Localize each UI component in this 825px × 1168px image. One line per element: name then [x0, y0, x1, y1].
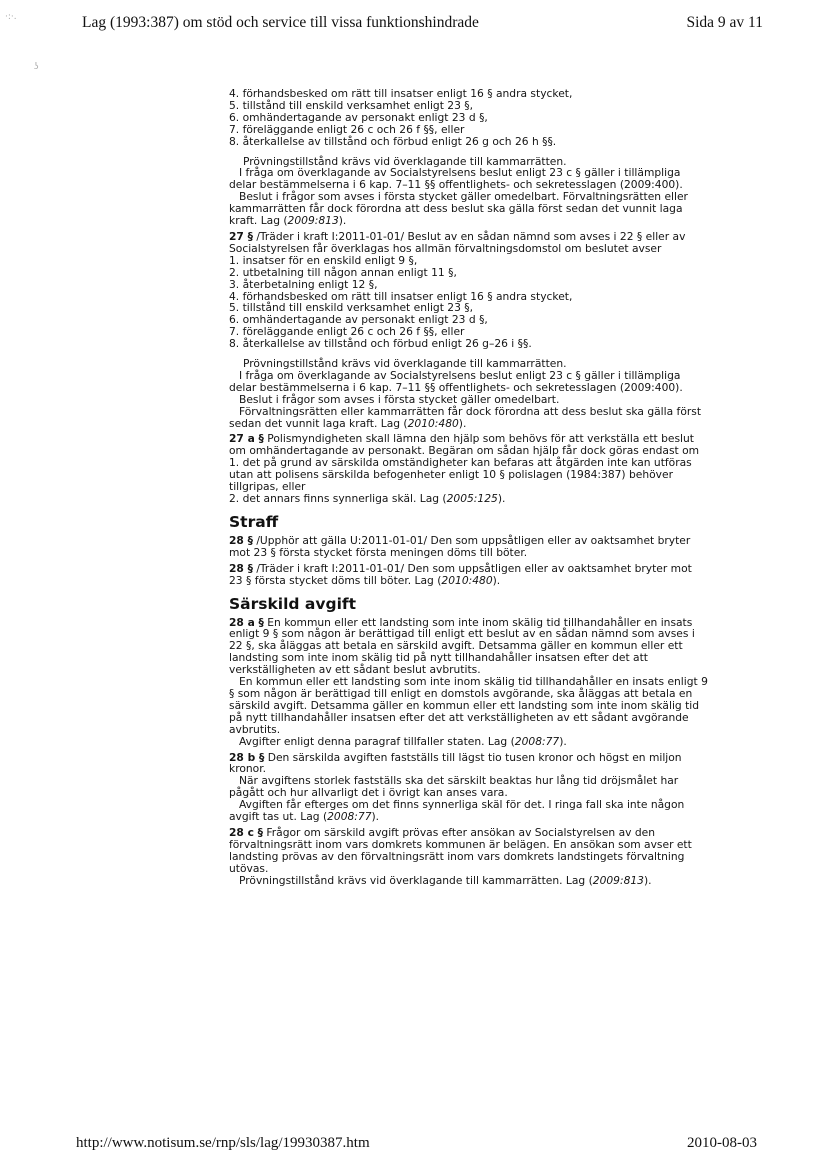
- section-28b: [229, 752, 753, 823]
- law-reference: 2009:813: [592, 873, 644, 887]
- paragraph-line: [229, 493, 753, 505]
- paragraph-line: Avgiften får efterges om det finns synnerliga skäl för det. I ringa fall ska inte någon: [239, 798, 685, 812]
- text: ).: [497, 492, 506, 505]
- list-item: 6. omhändertagande av personakt enligt 23 d §,: [229, 110, 488, 124]
- text: ).: [458, 416, 467, 430]
- paragraph-line: [229, 811, 753, 823]
- section-28-new: [229, 563, 753, 587]
- paragraph-line: [229, 575, 753, 587]
- paragraph-line: [229, 736, 753, 748]
- scan-speck: ·:·.: [5, 12, 17, 22]
- footer-url: http://www.notisum.se/rnp/sls/lag/19930387.htm: [76, 1135, 370, 1151]
- list-item: 5. tillstånd till enskild verksamhet enligt 23 §,: [229, 301, 474, 315]
- text: Polismyndigheten skall lämna den hjälp som behövs för att verkställa ett beslut: [263, 432, 694, 446]
- paragraph-line: landsting som inte inom skälig tid på nytt tillhandahåller insatsen efter det att: [229, 651, 648, 665]
- paragraph-line: enligt 9 § som någon är berättigad till enligt ett beslut av en sådan nämnd som avses i: [229, 627, 695, 641]
- paragraph-line: Socialstyrelsen får överklagas hos allmän förvaltningsdomstol om beslutet avser: [229, 241, 662, 255]
- list-item: 8. återkallelse av tillstånd och förbud enligt 26 g och 26 h §§.: [229, 134, 557, 148]
- paragraph-line: landsting prövas av den förvaltningsrätt inom vars domkrets landstingets förvaltning: [229, 849, 685, 863]
- section-28-old: [229, 535, 753, 559]
- paragraph-line: förvaltningsrätt inom vars domkrets kommunen är belägen. En ansökan som avser ett: [229, 837, 692, 851]
- section-number: 27 a §: [229, 432, 264, 446]
- paragraph-line: Beslut i frågor som avses i första stycket gäller omedelbart. Förvaltningsrätten eller: [239, 190, 688, 204]
- paragraph-line: kammarrätten får dock förordna att dess beslut ska gälla först sedan det vunnit laga: [229, 202, 683, 216]
- list-item: 7. föreläggande enligt 26 c och 26 f §§, eller: [229, 325, 465, 339]
- law-reference: 2005:125: [446, 492, 498, 505]
- text: 2. det annars finns synnerliga skäl. Lag (: [229, 492, 447, 505]
- law-reference: 2008:77: [514, 734, 560, 748]
- text: avgift tas ut. Lag (: [229, 810, 328, 824]
- list-item: 3. återbetalning enligt 12 §,: [229, 277, 378, 291]
- text: ).: [559, 734, 567, 748]
- paragraph-line: verkställigheten av ett sådant beslut avbrutits.: [229, 663, 481, 677]
- paragraph-line: När avgiftens storlek fastställs ska det särskilt beaktas hur lång tid dröjsmålet har: [239, 774, 679, 788]
- paragraph-line: Prövningstillstånd krävs vid överklagande till kammarrätten.: [243, 357, 567, 371]
- law-reference: 2010:480: [407, 416, 459, 430]
- list-item: 1. insatser för en enskild enligt 9 §,: [229, 253, 418, 267]
- text: Prövningstillstånd krävs vid överklagande till kammarrätten. Lag (: [239, 873, 593, 887]
- section-number: 28 a §: [229, 615, 264, 629]
- paragraph-line: Förvaltningsrätten eller kammarrätten får dock förordna att dess beslut ska gälla först: [239, 404, 702, 418]
- text: Avgifter enligt denna paragraf tillfaller staten. Lag (: [239, 734, 515, 748]
- list-item: 6. omhändertagande av personakt enligt 23 d §,: [229, 313, 488, 327]
- section-number: 28 b §: [229, 750, 265, 764]
- list-item: 7. föreläggande enligt 26 c och 26 f §§, eller: [229, 122, 465, 136]
- paragraph-line: på nytt tillhandahåller insatsen efter det att verkställigheten av ett sådant avgörande: [229, 710, 689, 724]
- paragraph-line: Prövningstillstånd krävs vid överklagande till kammarrätten.: [243, 154, 567, 168]
- paragraph-line: utan att polisens särskilda befogenheter enligt 10 § polislagen (1984:387) behöver: [229, 468, 673, 482]
- law-reference: 2008:77: [327, 810, 372, 824]
- footer-date: 2010-08-03: [687, 1135, 757, 1151]
- heading-straff: Straff: [229, 512, 279, 531]
- paragraph-line: delar bestämmelserna i 6 kap. 7–11 §§ offentlighets- och sekretesslagen (2009:400).: [229, 178, 683, 192]
- paragraph-line: [229, 215, 753, 227]
- paragraph-line: 1. det på grund av särskilda omständigheter kan befaras att åtgärden inte kan utföras: [229, 456, 692, 470]
- text: ).: [371, 810, 380, 824]
- paragraph-line: [229, 875, 753, 887]
- text: Den särskilda avgiften fastställs till lägst tio tusen kronor och högst en miljon: [264, 750, 682, 764]
- section-number: 28 §: [229, 561, 253, 575]
- paragraph-line: avbrutits.: [229, 722, 281, 736]
- scan-speck: ʖ: [34, 62, 39, 72]
- paragraph-line: [229, 418, 753, 430]
- paragraph-line: En kommun eller ett landsting som inte inom skälig tid tillhandahåller en insats enligt 9: [239, 675, 708, 689]
- text: ).: [492, 573, 501, 587]
- law-reference: 2009:813: [287, 214, 339, 228]
- header-title: Lag (1993:387) om stöd och service till vissa funktionshindrade: [82, 14, 479, 31]
- section-28c: [229, 827, 753, 887]
- text: En kommun eller ett landsting som inte inom skälig tid tillhandahåller en insats: [263, 615, 693, 629]
- text: 23 § första stycket döms till böter. Lag (: [229, 573, 442, 587]
- heading-sarskild-avgift: Särskild avgift: [229, 594, 357, 613]
- text: ).: [643, 873, 652, 887]
- text: /Upphör att gälla U:2011-01-01/ Den som uppsåtligen eller av oaktsamhet bryter: [252, 533, 691, 547]
- paragraph-line: utövas.: [229, 861, 269, 875]
- section-number: 28 §: [229, 533, 253, 547]
- list-item: 4. förhandsbesked om rätt till insatser enligt 16 § andra stycket,: [229, 87, 573, 100]
- paragraph-line: om omhändertagande av personakt. Begäran om sådan hjälp får dock göras endast om: [229, 444, 700, 458]
- text: /Träder i kraft I:2011-01-01/ Beslut av en sådan nämnd som avses i 22 § eller av: [252, 229, 686, 243]
- paragraph-line: delar bestämmelserna i 6 kap. 7–11 §§ offentlighets- och sekretesslagen (2009:400).: [229, 380, 683, 394]
- paragraph-line: särskild avgift. Detsamma gäller en kommun eller ett landsting som inte inom skälig tid: [229, 698, 700, 712]
- text: /Träder i kraft I:2011-01-01/ Den som uppsåtligen eller av oaktsamhet bryter mot: [252, 561, 692, 575]
- paragraph-line: 22 §, ska åläggas att betala en särskild avgift. Detsamma gäller en kommun eller ett: [229, 639, 683, 653]
- paragraph-line: I fråga om överklagande av Socialstyrelsens beslut enligt 23 c § gäller i tillämpliga: [239, 166, 681, 180]
- section-number: 28 c §: [229, 825, 263, 839]
- paragraph-line: tillgripas, eller: [229, 480, 306, 494]
- law-reference: 2010:480: [441, 573, 493, 587]
- document-body: [229, 88, 753, 886]
- paragraph-line: pågått och hur allvarligt det i övrigt kan anses vara.: [229, 786, 508, 800]
- paragraph-line: § som någon är berättigad till enligt en domstols avgörande, ska åläggas att betala en: [229, 686, 693, 700]
- paragraph-line: mot 23 § första stycket första meningen döms till böter.: [229, 545, 528, 559]
- paragraph-line: kronor.: [229, 762, 267, 776]
- text: kraft. Lag (: [229, 214, 288, 228]
- section-26-continuation: [229, 88, 753, 227]
- paragraph-line: [229, 752, 753, 764]
- list-item: 4. förhandsbesked om rätt till insatser enligt 16 § andra stycket,: [229, 289, 573, 303]
- section-27a: [229, 433, 753, 504]
- text: Frågor om särskild avgift prövas efter ansökan av Socialstyrelsen av den: [263, 825, 655, 839]
- paragraph-line: Beslut i frågor som avses i första stycket gäller omedelbart.: [239, 392, 560, 406]
- list-item: 5. tillstånd till enskild verksamhet enligt 23 §,: [229, 98, 474, 112]
- section-28a: [229, 617, 753, 748]
- list-item: 2. utbetalning till någon annan enligt 11 §,: [229, 265, 457, 279]
- text: sedan det vunnit laga kraft. Lag (: [229, 416, 408, 430]
- paragraph-line: I fråga om överklagande av Socialstyrelsens beslut enligt 23 c § gäller i tillämpliga: [239, 368, 681, 382]
- section-number: 27 §: [229, 229, 253, 243]
- page-number: Sida 9 av 11: [686, 14, 763, 31]
- section-27: [229, 231, 753, 430]
- text: ).: [338, 214, 347, 228]
- list-item: 8. återkallelse av tillstånd och förbud enligt 26 g–26 i §§.: [229, 337, 532, 351]
